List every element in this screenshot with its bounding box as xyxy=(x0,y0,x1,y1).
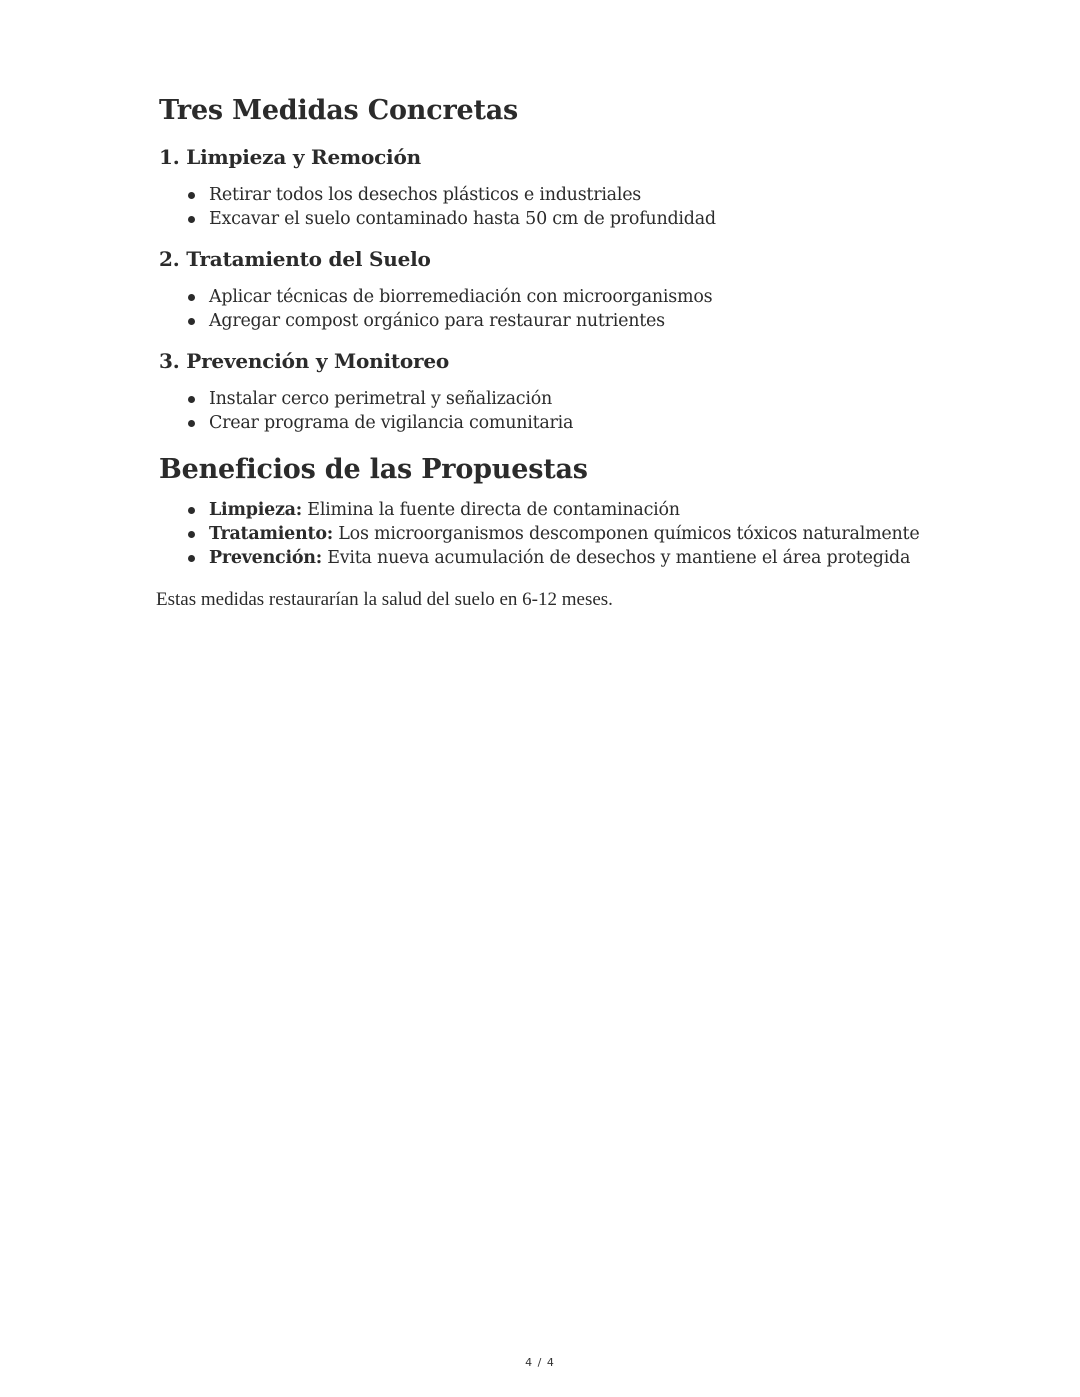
medida-block-1 xyxy=(159,143,959,231)
bullet-icon xyxy=(188,555,195,562)
benefit-text: Evita nueva acumulación de desechos y mantiene el área protegida xyxy=(321,548,911,568)
list-item xyxy=(188,411,959,435)
bullet-icon xyxy=(188,396,195,403)
benefit-label: Limpieza: xyxy=(209,500,302,520)
medida-heading-2: 2. Tratamiento del Suelo xyxy=(159,247,431,271)
bullet-icon xyxy=(188,216,195,223)
list-item-text: Retirar todos los desechos plásticos e industriales xyxy=(209,185,642,205)
bullet-icon xyxy=(188,420,195,427)
benefit-label: Tratamiento: xyxy=(209,524,333,544)
list-item xyxy=(188,546,959,570)
medida-list-2 xyxy=(159,285,959,333)
section-title-beneficios: Beneficios de las Propuestas xyxy=(159,454,588,485)
benefit-text: Elimina la fuente directa de contaminación xyxy=(301,500,680,520)
bullet-icon xyxy=(188,531,195,538)
medida-heading-1: 1. Limpieza y Remoción xyxy=(159,145,421,169)
bullet-icon xyxy=(188,294,195,301)
list-item-text: Crear programa de vigilancia comunitaria xyxy=(209,413,574,433)
closing-paragraph: Estas medidas restaurarían la salud del suelo en 6-12 meses. xyxy=(156,589,613,610)
list-item-text: Aplicar técnicas de biorremediación con microorganismos xyxy=(209,287,713,307)
list-item xyxy=(188,387,959,411)
medida-list-3 xyxy=(159,387,959,435)
list-item xyxy=(188,183,959,207)
list-item xyxy=(188,309,959,333)
benefit-text: Los microorganismos descomponen químicos tóxicos naturalmente xyxy=(332,524,920,544)
list-item xyxy=(188,498,959,522)
page-number: 4 / 4 xyxy=(525,1356,555,1369)
bullet-icon xyxy=(188,318,195,325)
list-item xyxy=(188,522,959,546)
medida-block-2 xyxy=(159,245,959,333)
medida-list-1 xyxy=(159,183,959,231)
list-item-text: Excavar el suelo contaminado hasta 50 cm de profundidad xyxy=(209,209,716,229)
page-content xyxy=(156,92,959,613)
bullet-icon xyxy=(188,192,195,199)
list-item-text: Agregar compost orgánico para restaurar nutrientes xyxy=(209,311,665,331)
benefit-label: Prevención: xyxy=(209,548,322,568)
list-item xyxy=(188,207,959,231)
medida-heading-3: 3. Prevención y Monitoreo xyxy=(159,349,450,373)
beneficios-list xyxy=(159,498,959,570)
list-item xyxy=(188,285,959,309)
medida-block-3 xyxy=(159,347,959,435)
bullet-icon xyxy=(188,507,195,514)
section-title-medidas: Tres Medidas Concretas xyxy=(159,95,519,126)
list-item-text: Instalar cerco perimetral y señalización xyxy=(209,389,553,409)
